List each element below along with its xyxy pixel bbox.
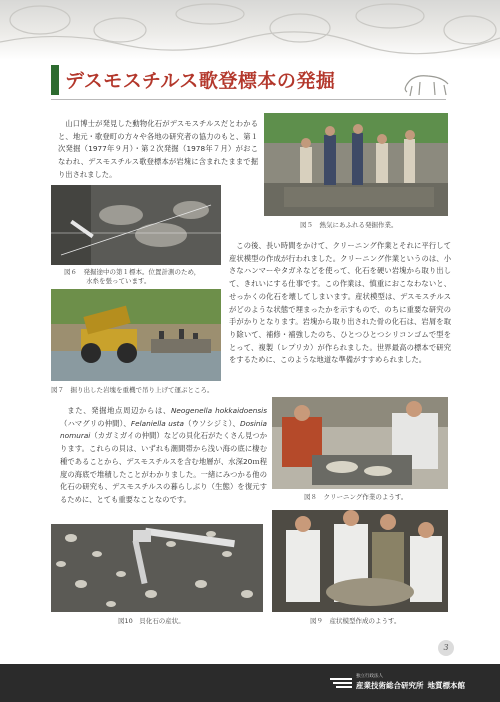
footer-org-name	[356, 680, 465, 691]
aist-logo-icon	[330, 676, 352, 690]
shells-paragraph	[60, 405, 267, 507]
fig5-caption: 図５ 熱気にあふれる発掘作業。	[300, 221, 398, 229]
fig10-caption: 図10 貝化石の産状。	[118, 617, 185, 625]
desmostylus-icon	[402, 68, 452, 98]
fig9-caption: 図９ 産状模型作成のようす。	[310, 617, 401, 625]
footer-museum: 地質標本館	[427, 681, 465, 690]
shells-text-c: （ハマグリの仲間）、	[60, 418, 131, 428]
footer-institute: 産業技術総合研究所	[356, 681, 424, 690]
fig5-excavation-photo	[264, 113, 448, 216]
intro-paragraph	[58, 118, 258, 182]
fig6-specimen-photo	[51, 185, 221, 265]
shells-text-e: （ウソシジミ）、	[183, 418, 240, 428]
fossil-pattern-background	[0, 0, 500, 60]
cleaning-paragraph	[229, 240, 451, 367]
page-number: 3	[438, 640, 454, 656]
title-accent-bar	[51, 65, 59, 95]
fig8-caption: 図８ クリーニング作業のようす。	[304, 493, 408, 501]
fig7-caption: 図７ 掘り出した岩塊を重機で吊り上げて運ぶところ。	[51, 386, 214, 394]
intro-text: 山口博士が発見した動物化石がデスモスチルスだとわかると、地元・歌登町の方々や各地の研究者の協力のもと、第１次発掘（1977年９月）・第２次発掘（1978年７月）がおこなわれ、デスモスチルス歌登標本が岩塊に含まれたままで掘り出されました。	[58, 119, 258, 179]
fig7-crane-photo	[51, 289, 221, 381]
species-neogenella: Neogenella hokkaidoensis	[170, 406, 268, 415]
page-title: デスモスチルス歌登標本の発掘	[65, 70, 336, 92]
species-felaniella: Felaniella usta	[130, 418, 184, 428]
shells-text	[60, 405, 267, 507]
species-dosinia: Dosinia	[239, 418, 267, 428]
fig9-model-photo	[272, 510, 448, 612]
title-underline	[51, 99, 446, 100]
footer-org-type: 独立行政法人	[356, 674, 383, 679]
fig8-cleaning-photo	[272, 397, 448, 489]
species-nomurai: nomurai	[60, 431, 91, 441]
fig6-caption-line2: 水糸を張っています。	[86, 277, 151, 285]
shells-text-h: （カガミガイの仲間）などの貝化石がたくさん見つかります。これらの貝は、いずれも潮間帯から浅い海の底に棲む種であることから、デスモスチルスを含む地層が、水深20ｍ程度の海底で堆積したことがわかりました。一緒にみつかる他の化石の研究も、デスモスチルスの暮らしぶり（生態）を復元するために、とても重要なことなのです。	[60, 431, 267, 504]
fig10-shell-photo	[51, 524, 263, 612]
header-decoration	[0, 0, 500, 60]
fig6-caption-line1: 図６ 発掘途中の第１標本。位置計測のため，	[64, 268, 201, 276]
shells-text-a: また、発掘地点周辺からは、	[67, 406, 171, 415]
cleaning-text: この後、長い時間をかけて、クリーニング作業とそれに平行して産状模型の作成が行われました。クリーニング作業というのは、小さなハンマーやタガネなどを使って、化石を硬い岩塊から取り出して、きれいにする仕事です。この作業は、慎重におこなわないと、せっかくの化石を壊してしまいます。産状模型は、デスモスチルスがどのような状態で埋まったかを示すもので、のちに重要な研究の手がかりとなります。岩塊から取り出された骨の化石は、岩屑を取り除いて、補修・補強したのち、ひとつひとつシリコンゴムで型をとって、複製（レプリカ）が作られました。世界最高の標本で研究をするために、このような地道な準備がすすめられました。	[229, 241, 451, 365]
